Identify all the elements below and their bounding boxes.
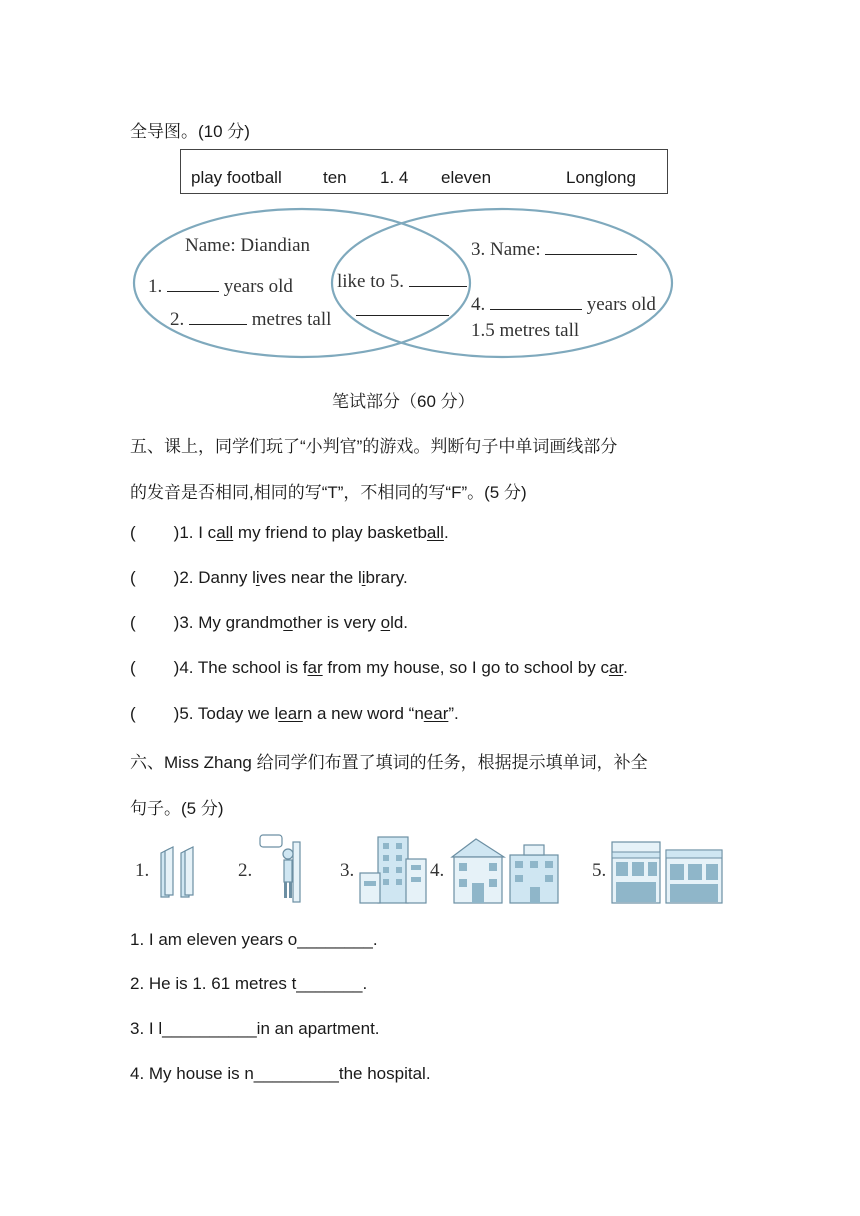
picture-label: 3. bbox=[340, 860, 355, 881]
venn-right-name: 3. Name: bbox=[471, 235, 637, 261]
fill-blank[interactable] bbox=[409, 267, 467, 287]
apartment-building-icon bbox=[358, 833, 430, 905]
venn-right-item5: 1.5 metres tall bbox=[471, 320, 580, 341]
question-item: ( )4. The school is far from my house, so I go to school by car. bbox=[130, 658, 628, 677]
word-bank-box bbox=[180, 149, 668, 194]
venn-left-item1: 1. years old bbox=[148, 272, 293, 298]
venn-middle-item5: like to 5. bbox=[337, 267, 467, 293]
word-bank-item: play football bbox=[191, 168, 282, 187]
word-bank-item: eleven bbox=[441, 168, 492, 187]
height-measure-icon bbox=[257, 832, 307, 904]
venn-left-item2: 2. metres tall bbox=[170, 305, 331, 331]
venn-diagram bbox=[130, 205, 675, 365]
section-header-fragment: 全导图。(10 分) bbox=[130, 122, 250, 141]
word-bank-item: ten bbox=[323, 168, 347, 187]
question-item: ( )2. Danny lives near the library. bbox=[130, 568, 408, 587]
fill-blank[interactable] bbox=[189, 305, 247, 325]
word-bank-item: 1. 4 bbox=[380, 168, 409, 187]
fill-sentence: 2. He is 1. 61 metres t_______. bbox=[130, 974, 368, 993]
venn-middle-blank[interactable] bbox=[356, 301, 449, 316]
section6-title-line2: 句子。(5 分) bbox=[130, 799, 224, 818]
fill-sentence: 4. My house is n_________the hospital. bbox=[130, 1064, 431, 1083]
fill-blank[interactable] bbox=[490, 290, 582, 310]
number-eleven-icon bbox=[155, 845, 205, 900]
section6-title-line1: 六、Miss Zhang 给同学们布置了填词的任务，根据提示填单词，补全 bbox=[130, 753, 648, 772]
section5-title-line2: 的发音是否相同,相同的写“T”，不相同的写“F”。(5 分) bbox=[130, 483, 527, 502]
fill-blank[interactable] bbox=[167, 272, 219, 292]
section5-title-line1: 五、课上，同学们玩了“小判官”的游戏。判断句子中单词画线部分 bbox=[130, 437, 618, 456]
fill-sentence: 3. I l__________in an apartment. bbox=[130, 1019, 380, 1038]
fill-sentence: 1. I am eleven years o________. bbox=[130, 930, 378, 949]
question-item: ( )5. Today we learn a new word “near”. bbox=[130, 704, 459, 723]
fill-blank[interactable] bbox=[545, 235, 637, 255]
question-item: ( )3. My grandmother is very old. bbox=[130, 613, 409, 632]
venn-right-item4: 4. years old bbox=[471, 290, 656, 316]
picture-label: 5. bbox=[592, 860, 607, 881]
house-hospital-icon bbox=[450, 833, 562, 905]
picture-label: 1. bbox=[135, 860, 150, 881]
picture-label: 2. bbox=[238, 860, 253, 881]
shops-icon bbox=[610, 840, 725, 905]
venn-left-name: Name: Diandian bbox=[185, 235, 311, 256]
question-item: ( )1. I call my friend to play basketball. bbox=[130, 523, 449, 542]
written-part-heading: 笔试部分（60 分） bbox=[332, 392, 475, 411]
word-bank-item: Longlong bbox=[566, 168, 636, 187]
picture-label: 4. bbox=[430, 860, 445, 881]
